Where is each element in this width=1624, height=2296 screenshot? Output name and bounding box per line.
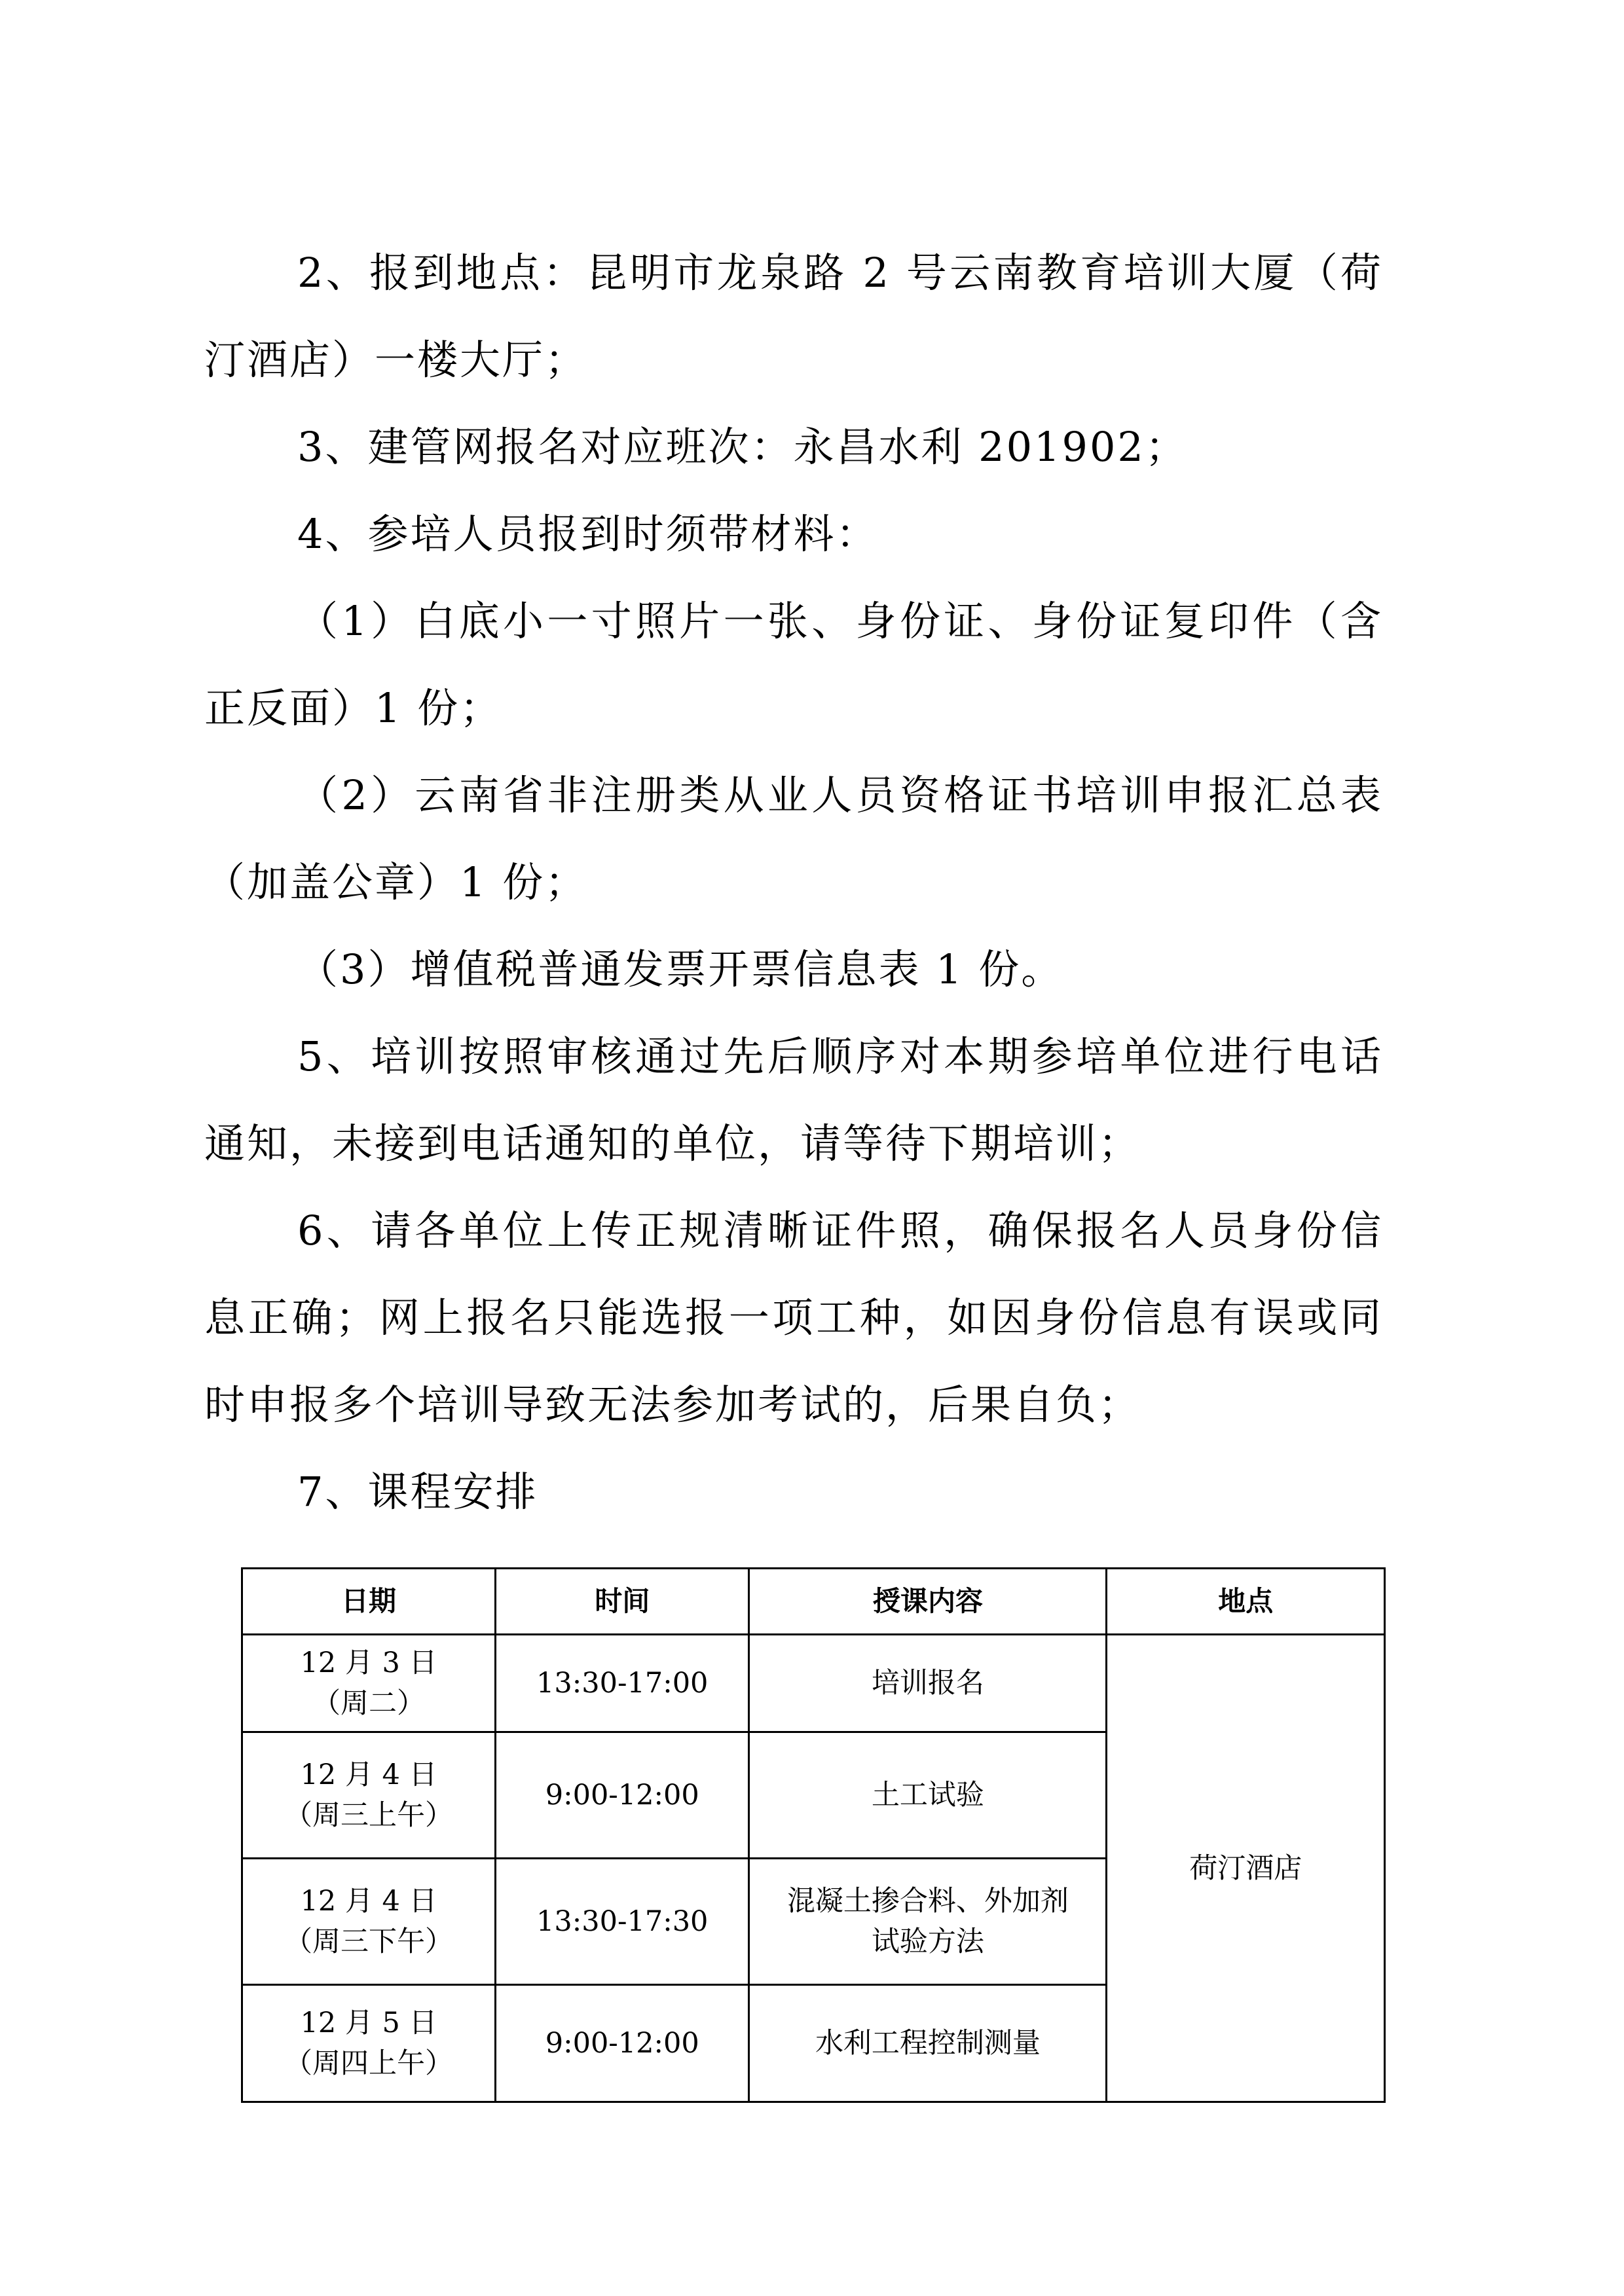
header-place: 地点	[1107, 1569, 1385, 1635]
paragraph-material-photo-id: （1）白底小一寸照片一张、身份证、身份证复印件（含正反面）1 份；	[204, 597, 1383, 732]
content-text: 水利工程控制测量	[815, 2027, 1041, 2060]
time-cell: 13:30-17:00	[496, 1635, 749, 1732]
weekday-text: （周二）	[312, 1687, 426, 1720]
weekday-text: （周三下午）	[284, 1925, 454, 1958]
content-cell	[749, 1635, 1107, 1732]
content-text-continued: 试验方法	[871, 1925, 984, 1958]
paragraph-report-location: 2、报到地点：昆明市龙泉路 2 号云南教育培训大厦（荷汀酒店）一楼大厅；	[204, 249, 1383, 384]
content-cell	[749, 1985, 1107, 2102]
date-text: 12 月 4 日	[300, 1758, 437, 1791]
date-cell	[242, 1985, 496, 2102]
time-cell: 13:30-17:30	[496, 1859, 749, 1985]
time-cell: 9:00-12:00	[496, 1732, 749, 1859]
header-content: 授课内容	[749, 1569, 1107, 1635]
date-text: 12 月 4 日	[300, 1885, 437, 1918]
course-schedule-table	[241, 1567, 1386, 2103]
paragraph-id-requirements: 6、请各单位上传正规清晰证件照，确保报名人员身份信息正确；网上报名只能选报一项工种，如因身份信息有误或同时申报多个培训导致无法参加考试的，后果自负；	[204, 1207, 1383, 1429]
paragraph-course-schedule-heading: 7、课程安排	[297, 1468, 538, 1516]
content-text: 培训报名	[871, 1667, 984, 1700]
time-cell: 9:00-12:00	[496, 1985, 749, 2102]
date-cell	[242, 1635, 496, 1732]
document-body	[204, 229, 1383, 1543]
header-date: 日期	[242, 1569, 496, 1635]
date-cell	[242, 1732, 496, 1859]
place-cell: 荷汀酒店	[1107, 1635, 1385, 2102]
paragraph-class-name: 3、建管网报名对应班次：永昌水利 201902；	[297, 423, 1188, 471]
weekday-text: （周四上午）	[284, 2047, 454, 2080]
header-time: 时间	[496, 1569, 749, 1635]
date-text: 12 月 5 日	[300, 2007, 437, 2039]
date-cell	[242, 1859, 496, 1985]
content-cell	[749, 1732, 1107, 1859]
paragraph-material-invoice-form: （3）增值税普通发票开票信息表 1 份。	[297, 945, 1064, 993]
paragraph-phone-notification: 5、培训按照审核通过先后顺序对本期参培单位进行电话通知，未接到电话通知的单位，请等待下期培训；	[204, 1032, 1383, 1167]
content-text: 土工试验	[871, 1779, 984, 1812]
table-row	[242, 1635, 1385, 1732]
date-text: 12 月 3 日	[300, 1647, 437, 1679]
weekday-text: （周三上午）	[284, 1799, 454, 1832]
table-header-row	[242, 1569, 1385, 1635]
content-cell	[749, 1859, 1107, 1985]
paragraph-materials-heading: 4、参培人员报到时须带材料：	[297, 510, 879, 558]
paragraph-material-summary-form: （2）云南省非注册类从业人员资格证书培训申报汇总表（加盖公章）1 份；	[204, 771, 1383, 906]
content-text: 混凝土掺合料、外加剂	[786, 1885, 1069, 1918]
